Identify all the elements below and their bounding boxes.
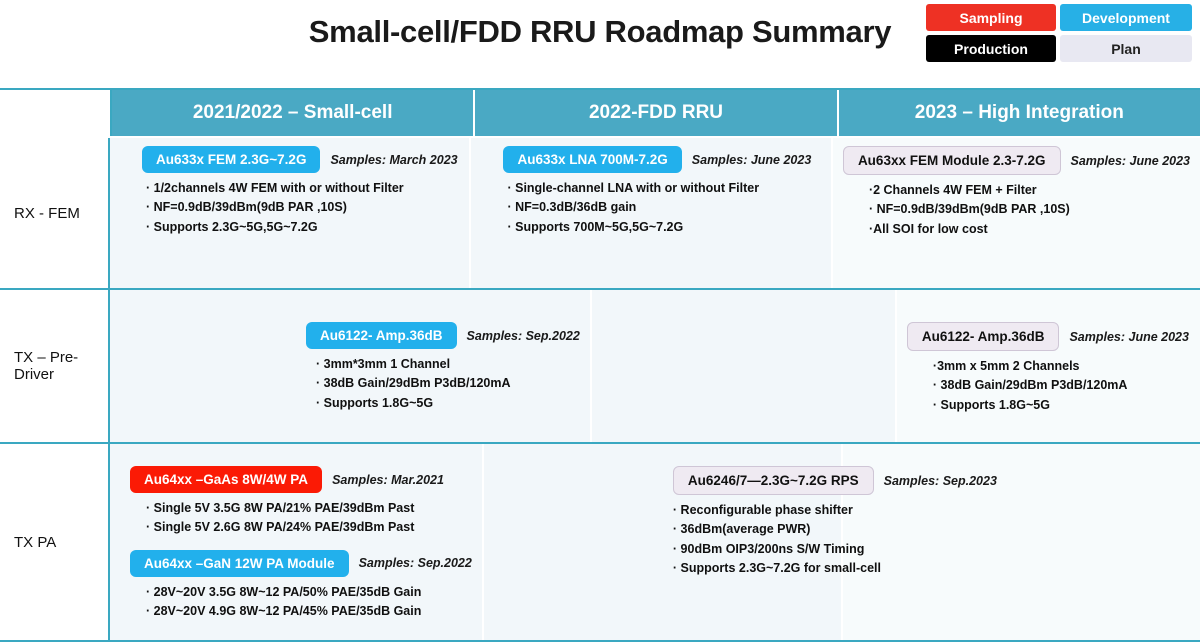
cell-rxfem-fddrru [471, 138, 832, 288]
list-item: · Supports 1.8G~5G [932, 397, 1050, 412]
sample-note: Samples: June 2023 [691, 152, 812, 167]
slide-header [0, 0, 1200, 88]
bullet-list [673, 501, 1190, 579]
cell-rxfem-smallcell [110, 138, 471, 288]
sample-note-2: Samples: Sep.2022 [358, 556, 472, 571]
legend-label-production: Production [954, 40, 1028, 57]
sample-note: Samples: Sep.2022 [466, 328, 580, 343]
list-item: · 28V~20V 3.5G 8W~12 PA/50% PAE/35dB Gain [146, 584, 422, 599]
list-item: · NF=0.9dB/39dBm(9dB PAR ,10S) [146, 200, 347, 215]
list-item: · Reconfigurable phase shifter [672, 503, 853, 517]
cell-predriver-fddrru [592, 290, 897, 442]
list-item: · Supports 700M~5G,5G~7.2G [507, 219, 684, 234]
row-label-tx-pa: TX PA [0, 444, 110, 640]
row-label-tx-pre-driver: TX – Pre-Driver [0, 290, 110, 442]
list-item: · Single-channel LNA with or without Filter [507, 181, 760, 195]
bullet-list-2 [120, 583, 472, 622]
product-chip-au6246-rps[interactable]: Au6246/7—2.3G~7.2G RPS [673, 466, 874, 495]
legend-item-plan [1060, 35, 1192, 62]
cell-txpa-highintegration [672, 444, 1200, 640]
legend-label-development: Development [1082, 9, 1170, 26]
legend-label-sampling: Sampling [959, 9, 1023, 26]
cell-rxfem-highintegration [833, 138, 1200, 288]
list-item: · NF=0.3dB/36dB gain [507, 200, 637, 215]
column-header-2: 2022-FDD RRU [475, 90, 838, 136]
list-item: · 38dB Gain/29dBm P3dB/120mA [316, 376, 511, 391]
product-chip-au6122-amp[interactable]: Au6122- Amp.36dB [306, 322, 457, 349]
column-header-1: 2021/2022 – Small-cell [112, 90, 475, 136]
list-item: ·All SOI for low cost [868, 221, 988, 236]
list-item: · Single 5V 2.6G 8W PA/24% PAE/39dBm Past [146, 520, 415, 535]
cell-predriver-smallcell [110, 290, 592, 442]
list-item: · Single 5V 3.5G 8W PA/21% PAE/39dBm Past [146, 501, 415, 515]
table-row [0, 138, 1200, 290]
cell-txpa-smallcell [110, 444, 484, 640]
sample-note: Samples: June 2023 [1070, 153, 1191, 168]
product-chip-au6122-amp-plan[interactable]: Au6122- Amp.36dB [907, 322, 1060, 351]
legend-label-plan: Plan [1111, 40, 1141, 57]
list-item: · 36dBm(average PWR) [672, 522, 811, 537]
bullet-list [843, 181, 1190, 239]
page-title: Small-cell/FDD RRU Roadmap Summary [308, 14, 892, 49]
list-item: ·3mm x 5mm 2 Channels [932, 359, 1080, 373]
product-chip-au633x-fem[interactable]: Au633x FEM 2.3G~7.2G [142, 146, 320, 173]
product-chip-au633x-lna[interactable]: Au633x LNA 700M-7.2G [503, 146, 681, 173]
list-item: · 3mm*3mm 1 Channel [316, 357, 451, 371]
bullet-list [120, 499, 472, 538]
list-item: · NF=0.9dB/39dBm(9dB PAR ,10S) [868, 202, 1070, 217]
list-item: · 38dB Gain/29dBm P3dB/120mA [932, 378, 1128, 393]
product-chip-au64xx-gaas-pa[interactable]: Au64xx –GaAs 8W/4W PA [130, 466, 322, 493]
list-item: · 28V~20V 4.9G 8W~12 PA/45% PAE/35dB Gain [146, 604, 422, 619]
bullet-list [907, 357, 1190, 415]
legend-item-sampling [926, 4, 1056, 31]
product-chip-au63xx-fem-module[interactable]: Au63xx FEM Module 2.3-7.2G [843, 146, 1061, 175]
legend-item-development [1060, 4, 1192, 31]
row-label-rx-fem: RX - FEM [0, 138, 110, 288]
product-chip-au64xx-gan-pa-module[interactable]: Au64xx –GaN 12W PA Module [130, 550, 349, 577]
list-item: · Supports 2.3G~5G,5G~7.2G [146, 219, 318, 234]
sample-note: Samples: Mar.2021 [332, 472, 444, 487]
table-row [0, 290, 1200, 444]
sample-note: Samples: Sep.2023 [883, 473, 997, 488]
list-item: · 90dBm OIP3/200ns S/W Timing [672, 541, 865, 556]
legend-item-production [926, 35, 1056, 62]
sample-note: Samples: June 2023 [1069, 329, 1189, 344]
cell-predriver-highintegration [897, 290, 1200, 442]
legend [926, 4, 1192, 62]
list-item: ·2 Channels 4W FEM + Filter [868, 183, 1037, 197]
list-item: · 1/2channels 4W FEM with or without Filter [146, 181, 404, 195]
table-row [0, 444, 1200, 642]
bullet-list [120, 355, 580, 413]
bullet-list [481, 179, 820, 237]
table-header-row [0, 90, 1200, 138]
roadmap-table [0, 88, 1200, 638]
column-header-3: 2023 – High Integration [914, 102, 1124, 123]
table-corner-cell [0, 90, 112, 136]
list-item: · Supports 2.3G~7.2G for small-cell [672, 561, 881, 576]
sample-note: Samples: March 2023 [330, 152, 458, 167]
list-item: · Supports 1.8G~5G [316, 395, 434, 410]
bullet-list [120, 179, 459, 237]
